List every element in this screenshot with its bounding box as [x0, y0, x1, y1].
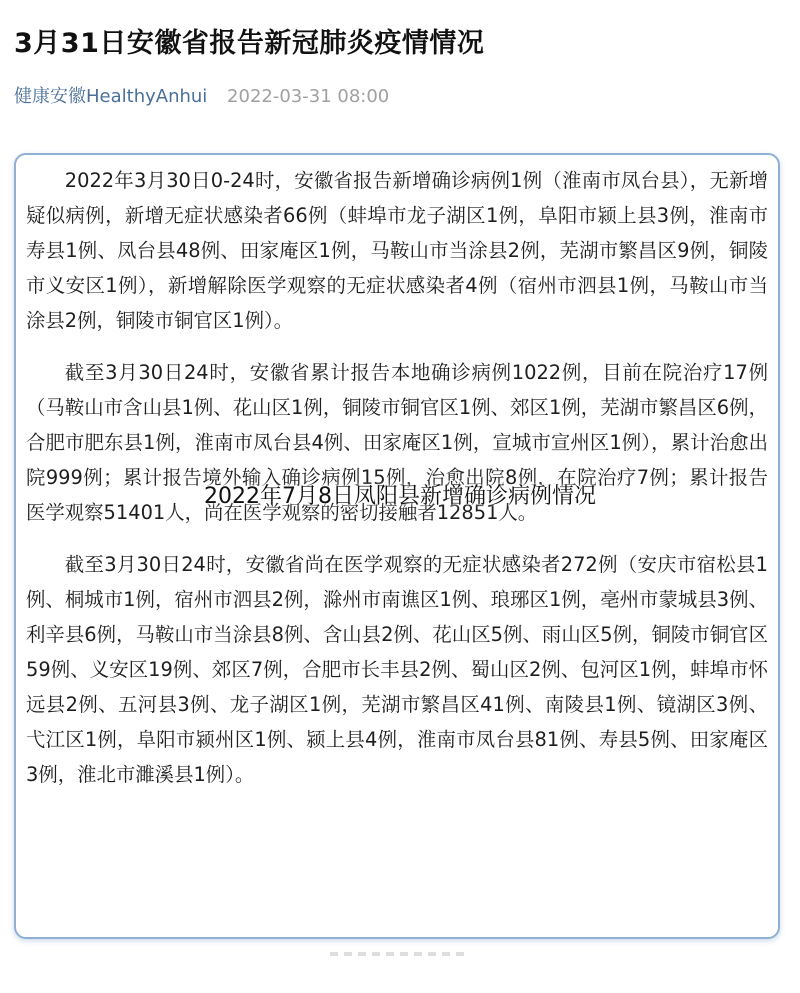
report-card: [14, 153, 780, 939]
article-title: 3月31日安徽省报告新冠肺炎疫情情况: [14, 28, 485, 59]
article-meta: [14, 84, 389, 110]
report-paragraph-1: 2022年3月30日0-24时，安徽省报告新增确诊病例1例（淮南市凤台县），无新增疑似病例，新增无症状感染者66例（蚌埠市龙子湖区1例，阜阳市颍上县3例，淮南市寿县1例、凤台县48例、田家庵区1例，马鞍山市当涂县2例，芜湖市繁昌区9例，铜陵市义安区1例），新增解除医学观察的无症状感染者4例（宿州市泗县1例，马鞍山市当涂县2例，铜陵市铜官区1例）。: [26, 169, 768, 332]
report-paragraph-2: 截至3月30日24时，安徽省累计报告本地确诊病例1022例，目前在院治疗17例（马鞍山市含山县1例、花山区1例，铜陵市铜官区1例、郊区1例，芜湖市繁昌区6例，合肥市肥东县1例，淮南市凤台县4例、田家庵区1例，宣城市宣州区1例），累计治愈出院999例；累计报告境外输入确诊病例15例，治愈出院8例，在院治疗7例；累计报告医学观察51401人，尚在医学观察的密切接触者12851人。: [26, 361, 768, 524]
overlay-caption: 2022年7月8日凤阳县新增确诊病例情况: [204, 484, 596, 509]
source-link[interactable]: 健康安徽HealthyAnhui: [14, 86, 208, 107]
bottom-divider: [330, 952, 470, 956]
publish-date: 2022-03-31 08:00: [227, 86, 390, 107]
report-paragraph-3: 截至3月30日24时，安徽省尚在医学观察的无症状感染者272例（安庆市宿松县1例、桐城市1例，宿州市泗县2例，滁州市南谯区1例、琅琊区1例，亳州市蒙城县3例、利辛县6例，马鞍山市当涂县8例、含山县2例、花山区5例、雨山区5例，铜陵市铜官区59例、义安区19例、郊区7例，合肥市长丰县2例、蜀山区2例、包河区1例，蚌埠市怀远县2例、五河县3例、龙子湖区1例，芜湖市繁昌区41例、南陵县1例、镜湖区3例、弋江区1例，阜阳市颍州区1例、颍上县4例，淮南市凤台县81例、寿县5例、田家庵区3例，淮北市濉溪县1例）。: [26, 553, 768, 786]
